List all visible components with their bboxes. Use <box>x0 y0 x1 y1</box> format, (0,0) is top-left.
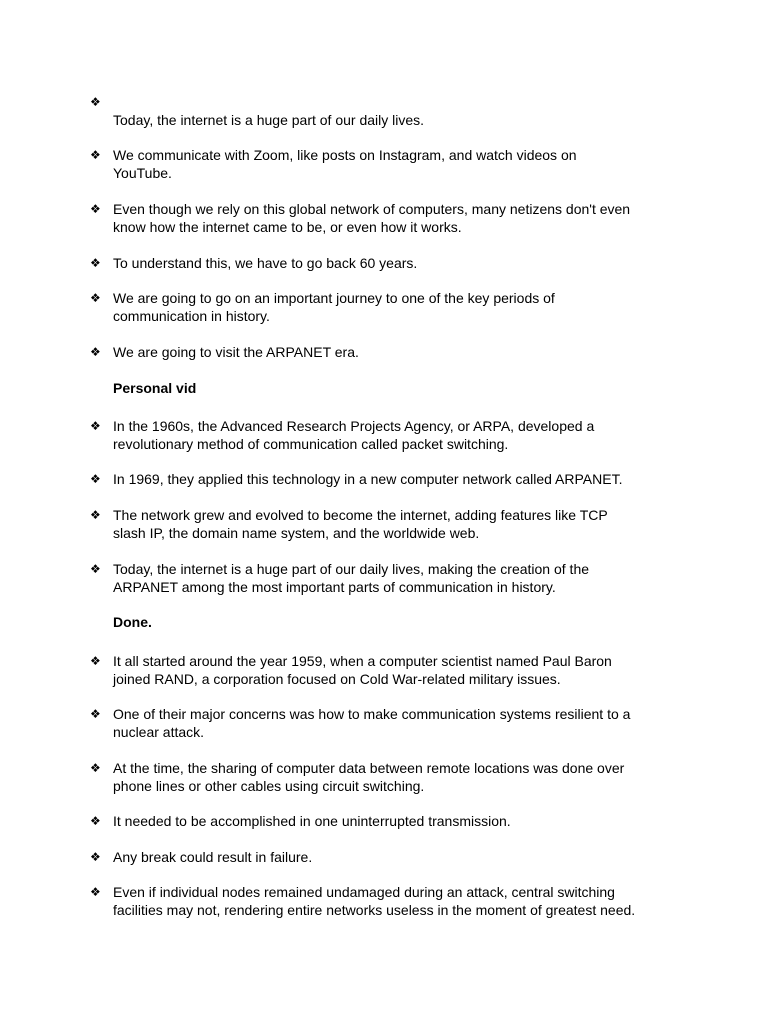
diamond-bullet-icon: ❖ <box>90 850 101 864</box>
list-item <box>90 705 690 741</box>
list-item <box>90 93 690 129</box>
list-item <box>90 200 690 236</box>
list-item <box>90 560 690 596</box>
list-item-text: It all started around the year 1959, when a computer scientist named Paul Baron joined RAND, a corporation focused on Cold War-related military issues. <box>113 653 612 687</box>
list-item-text: In 1969, they applied this technology in a new computer network called ARPANET. <box>113 471 623 487</box>
section-heading: Personal vid <box>113 380 197 396</box>
list-item-text: It needed to be accomplished in one uninterrupted transmission. <box>113 813 511 829</box>
diamond-bullet-icon: ❖ <box>90 148 101 162</box>
list-item <box>90 146 690 182</box>
list-item-text: We are going to visit the ARPANET era. <box>113 344 359 360</box>
list-item <box>90 812 690 830</box>
list-item-text: In the 1960s, the Advanced Research Projects Agency, or ARPA, developed a revolutionary method of communication called packet switching. <box>113 418 595 452</box>
list-item-text: Today, the internet is a huge part of our daily lives, making the creation of the ARPANET among the most important parts of communication in history. <box>113 561 590 595</box>
diamond-bullet-icon: ❖ <box>90 761 101 775</box>
list-item <box>90 254 690 272</box>
list-item <box>90 652 690 688</box>
diamond-bullet-icon: ❖ <box>90 345 101 359</box>
list-item <box>90 848 690 866</box>
list-item-text: One of their major concerns was how to make communication systems resilient to a nuclear attack. <box>113 706 631 740</box>
list-item <box>90 289 690 325</box>
list-item-text: The network grew and evolved to become the internet, adding features like TCP slash IP, the domain name system, and the worldwide web. <box>113 507 608 541</box>
list-item-text: Even if individual nodes remained undamaged during an attack, central switching facilities may not, rendering entire networks useless in the moment of greatest need. <box>113 884 636 918</box>
diamond-bullet-icon: ❖ <box>90 291 101 305</box>
diamond-bullet-icon: ❖ <box>90 508 101 522</box>
list-item-text: Even though we rely on this global network of computers, many netizens don't even know how the internet came to be, or even how it works. <box>113 201 631 235</box>
diamond-bullet-icon: ❖ <box>90 419 101 433</box>
diamond-bullet-icon: ❖ <box>90 654 101 668</box>
diamond-bullet-icon: ❖ <box>90 256 101 270</box>
list-item-text: We communicate with Zoom, like posts on Instagram, and watch videos on YouTube. <box>113 147 577 181</box>
diamond-bullet-icon: ❖ <box>90 202 101 216</box>
diamond-bullet-icon: ❖ <box>90 814 101 828</box>
list-item-text: Today, the internet is a huge part of our daily lives. <box>113 112 425 128</box>
list-item-text: To understand this, we have to go back 60 years. <box>113 255 418 271</box>
list-item-text: Any break could result in failure. <box>113 849 313 865</box>
list-item <box>90 759 690 795</box>
diamond-bullet-icon: ❖ <box>90 885 101 899</box>
list-item-text: At the time, the sharing of computer data between remote locations was done over phone lines or other cables using circuit switching. <box>113 760 625 794</box>
list-item <box>90 343 690 361</box>
list-item-text: We are going to go on an important journey to one of the key periods of communication in history. <box>113 290 555 324</box>
section-heading: Done. <box>113 614 152 630</box>
list-item <box>90 417 690 453</box>
list-item <box>90 470 690 488</box>
diamond-bullet-icon: ❖ <box>90 707 101 721</box>
diamond-bullet-icon: ❖ <box>90 472 101 486</box>
list-item <box>90 883 690 919</box>
list-item <box>90 506 690 542</box>
diamond-bullet-icon: ❖ <box>90 95 101 109</box>
diamond-bullet-icon: ❖ <box>90 562 101 576</box>
